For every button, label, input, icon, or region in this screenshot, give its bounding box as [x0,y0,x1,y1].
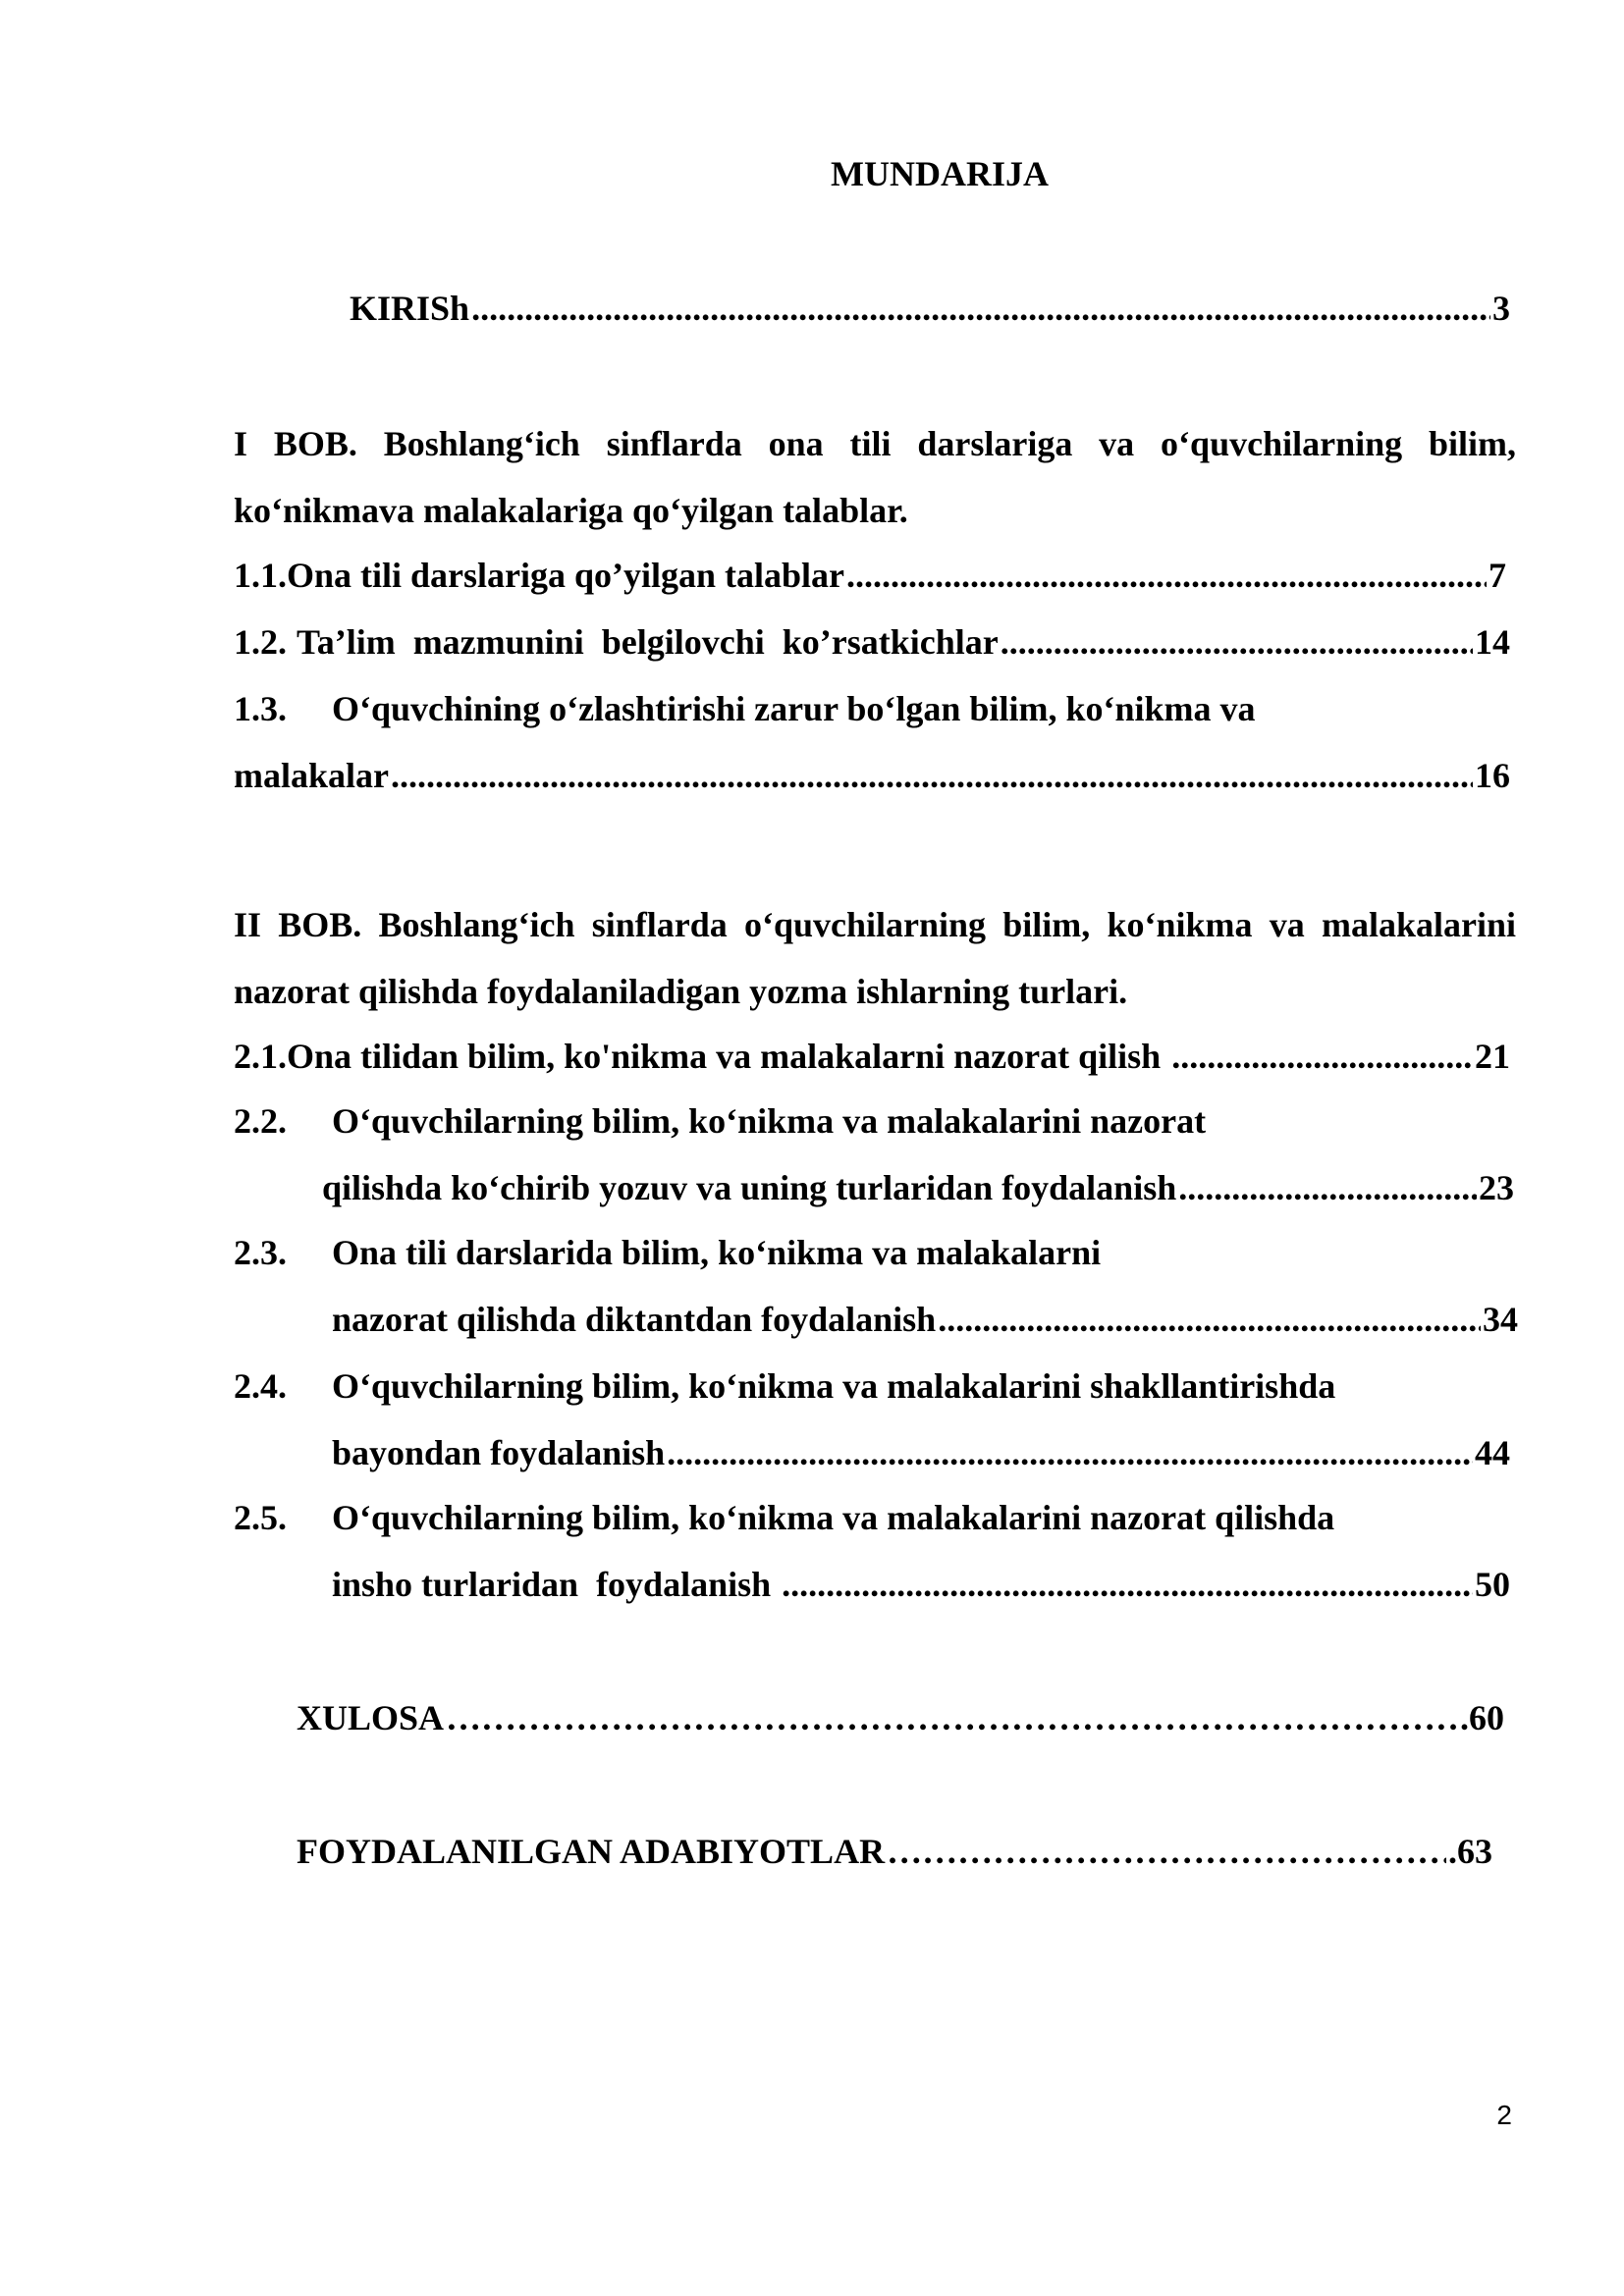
toc-page-number: 16 [1475,756,1510,795]
leader-dots [846,554,1487,597]
toc-page-number: .60 [1460,1698,1504,1737]
toc-entry-number: 2.3. [234,1233,287,1272]
leader-dots [1178,1166,1477,1209]
leader-dots [1171,1035,1473,1078]
toc-entry-2-2[interactable] [234,1099,1206,1143]
toc-entry-label: FOYDALANILGAN ADABIYOTLAR [297,1832,886,1871]
toc-entry-1-3[interactable] [234,675,1516,742]
toc-entry-label-line2: qilishda ko‘chirib yozuv va uning turlaridan foydalanish [322,1168,1177,1207]
toc-entry-number: 2.2. [234,1101,287,1141]
leader-dots [938,1298,1481,1341]
toc-entry-1-1[interactable] [234,554,1506,597]
toc-entry-number: 2.5. [234,1498,287,1537]
toc-entry-intro[interactable] [350,287,1510,330]
toc-entry-number: 1.3. [234,689,287,728]
toc-entry-2-3-continuation[interactable] [332,1298,1518,1341]
leader-dots [391,754,1473,797]
toc-entry-number: 2.1. [234,1037,287,1076]
toc-entry-2-5-continuation[interactable] [332,1563,1510,1606]
toc-page-number: 3 [1492,289,1510,328]
toc-entry-2-4-continuation[interactable] [332,1431,1510,1474]
leader-dots [1001,620,1473,664]
toc-entry-label-line2: bayondan foydalanish [332,1433,666,1472]
toc-page-number: .63 [1448,1832,1492,1871]
toc-entry-2-4[interactable] [234,1364,1335,1408]
toc-entry-label-line1: O‘quvchilarning bilim, ko‘nikma va malakalarini shakllantirishda [332,1366,1336,1406]
page-title [128,153,1624,194]
chapter-2-heading[interactable] [234,891,1516,1025]
toc-entry-label-line1: O‘quvchilarning bilim, ko‘nikma va malakalarini nazorat qilishda [332,1498,1335,1537]
toc-page-number: 50 [1475,1565,1510,1604]
toc-page-number: 44 [1475,1433,1510,1472]
toc-entry-2-1[interactable] [234,1035,1510,1078]
toc-page-number: 7 [1489,556,1506,595]
toc-entry-label-line1: O‘quvchining o‘zlashtirishi zarur bo‘lgan bilim, ko‘nikma va [332,689,1256,728]
toc-entry-label-line1: O‘quvchilarning bilim, ko‘nikma va malakalarini nazorat [332,1101,1207,1141]
toc-entry-label: Ona tili darslariga qo’yilgan talablar [287,556,845,595]
toc-entry-label: Ona tilidan bilim, ko'nikma va malakalarni nazorat qilish [287,1037,1170,1076]
toc-entry-2-5[interactable] [234,1484,1516,1551]
toc-entry-number: 1.2. [234,622,287,662]
page-number: 2 [1496,2100,1512,2130]
toc-page-number: 23 [1479,1168,1514,1207]
toc-entry-label: XULOSA [297,1698,445,1737]
toc-page-number: 34 [1483,1300,1518,1339]
leader-dots [782,1563,1473,1606]
leader-dots [667,1431,1473,1474]
leader-dots [471,287,1490,330]
toc-entry-1-2[interactable] [234,620,1510,664]
leader-dots [887,1830,1446,1873]
toc-entry-number: 1.1. [234,556,287,595]
chapter-2-heading-text: II BOB. Boshlang‘ich sinflarda o‘quvchilarning bilim, ko‘nikma va malakalarini nazorat qilishda foydalaniladigan yozma ishlarning turlari. [234,905,1516,1011]
leader-dots [446,1696,1458,1739]
toc-entry-1-3-continuation[interactable] [234,754,1510,797]
toc-entry-label-line2: insho turlaridan foydalanish [332,1565,781,1604]
title-text: MUNDARIJA [831,154,1049,193]
toc-entry-2-2-continuation[interactable] [322,1166,1514,1209]
toc-entry-label: KIRISh [350,289,470,328]
toc-entry-number: 2.4. [234,1366,287,1406]
toc-entry-label-line2: nazorat qilishda diktantdan foydalanish [332,1300,937,1339]
chapter-1-heading[interactable] [234,410,1516,544]
toc-page-number: 21 [1475,1037,1510,1076]
toc-page-number: 14 [1475,622,1510,662]
chapter-1-heading-text: I BOB. Boshlang‘ich sinflarda ona tili darslariga va o‘quvchilarning bilim, ko‘nikmava malakalariga qo‘yilgan talablar. [234,424,1516,530]
toc-entry-label-line2: malakalar [234,756,389,795]
toc-entry-label-line1: Ona tili darslarida bilim, ko‘nikma va malakalarni [332,1233,1102,1272]
toc-entry-label: Ta’lim mazmunini belgilovchi ko’rsatkichlar [297,622,999,662]
toc-entry-references[interactable] [297,1830,1492,1873]
toc-entry-2-3[interactable] [234,1231,1101,1274]
toc-entry-conclusion[interactable] [297,1696,1504,1739]
